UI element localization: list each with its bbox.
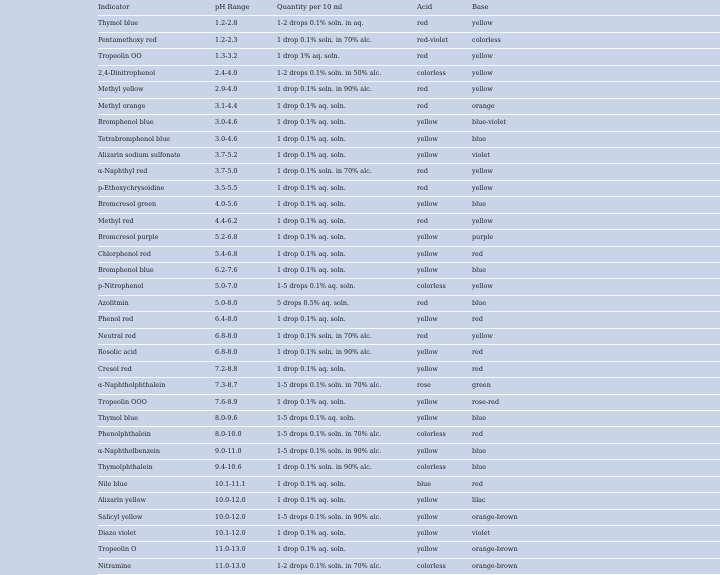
- cell-base: yellow: [472, 180, 720, 196]
- cell-ph-range: 9.4-10.6: [215, 460, 277, 476]
- cell-base: blue: [472, 460, 720, 476]
- cell-acid: yellow: [417, 131, 472, 147]
- cell-indicator: Methyl orange: [98, 98, 215, 114]
- cell-ph-range: 9.0-11.0: [215, 443, 277, 459]
- cell-quantity: 1-5 drops 0.1% soln. in 70% alc.: [277, 427, 417, 443]
- cell-base: yellow: [472, 65, 720, 81]
- cell-ph-range: 3.0-4.6: [215, 115, 277, 131]
- cell-base: red: [472, 427, 720, 443]
- cell-indicator: Nitramine: [98, 558, 215, 574]
- cell-indicator: Thymol blue: [98, 410, 215, 426]
- cell-quantity: 1 drop 0.1% soln. in 70% alc.: [277, 328, 417, 344]
- cell-acid: yellow: [417, 263, 472, 279]
- cell-base: yellow: [472, 16, 720, 32]
- cell-ph-range: 3.0-4.6: [215, 131, 277, 147]
- cell-ph-range: 1.2-2.3: [215, 32, 277, 48]
- cell-quantity: 1 drop 0.1% aq. soln.: [277, 180, 417, 196]
- cell-acid: red: [417, 328, 472, 344]
- cell-quantity: 1 drop 0.1% soln. in 70% alc.: [277, 164, 417, 180]
- cell-acid: red: [417, 180, 472, 196]
- header-base: Base: [472, 0, 720, 16]
- cell-acid: yellow: [417, 394, 472, 410]
- cell-quantity: 1 drop 0.1% aq. soln.: [277, 476, 417, 492]
- cell-quantity: 1 drop 0.1% aq. soln.: [277, 147, 417, 163]
- cell-base: yellow: [472, 279, 720, 295]
- cell-indicator: Methyl yellow: [98, 82, 215, 98]
- cell-ph-range: 5.0-8.0: [215, 295, 277, 311]
- table-row: [98, 558, 720, 574]
- cell-indicator: Alizarin sodium sulfonate: [98, 147, 215, 163]
- cell-base: red: [472, 476, 720, 492]
- left-margin: [0, 0, 98, 540]
- cell-indicator: Tropeolin OOO: [98, 394, 215, 410]
- cell-acid: blue: [417, 476, 472, 492]
- cell-acid: yellow: [417, 526, 472, 542]
- cell-ph-range: 6.8-8.0: [215, 345, 277, 361]
- table-row: [98, 180, 720, 196]
- cell-base: violet: [472, 526, 720, 542]
- cell-quantity: 1 drop 0.1% soln. in 70% alc.: [277, 32, 417, 48]
- cell-acid: red-violet: [417, 32, 472, 48]
- header-indicator: Indicator: [98, 0, 215, 16]
- cell-indicator: Chlorphenol red: [98, 246, 215, 262]
- cell-acid: rose: [417, 378, 472, 394]
- cell-quantity: 1 drop 0.1% aq. soln.: [277, 213, 417, 229]
- cell-acid: red: [417, 295, 472, 311]
- cell-quantity: 1-5 drops 0.1% soln. in 90% alc.: [277, 509, 417, 525]
- cell-ph-range: 5.2-6.8: [215, 230, 277, 246]
- cell-base: yellow: [472, 328, 720, 344]
- cell-acid: yellow: [417, 115, 472, 131]
- cell-base: blue: [472, 263, 720, 279]
- table-row: [98, 263, 720, 279]
- cell-acid: yellow: [417, 246, 472, 262]
- table-row: [98, 32, 720, 48]
- cell-base: blue-violet: [472, 115, 720, 131]
- cell-ph-range: 2.9-4.0: [215, 82, 277, 98]
- cell-indicator: α-Naphthyl red: [98, 164, 215, 180]
- cell-ph-range: 10.1-11.1: [215, 476, 277, 492]
- cell-quantity: 1 drop 0.1% aq. soln.: [277, 263, 417, 279]
- cell-acid: yellow: [417, 197, 472, 213]
- cell-ph-range: 3.1-4.4: [215, 98, 277, 114]
- cell-indicator: Bromcresol green: [98, 197, 215, 213]
- cell-ph-range: 5.0-7.0: [215, 279, 277, 295]
- cell-indicator: Pentamethoxy red: [98, 32, 215, 48]
- cell-base: blue: [472, 410, 720, 426]
- table-row: [98, 49, 720, 65]
- cell-base: red: [472, 312, 720, 328]
- table-row: [98, 164, 720, 180]
- cell-quantity: 1 drop 0.1% aq. soln.: [277, 98, 417, 114]
- cell-ph-range: 6.2-7.6: [215, 263, 277, 279]
- table-row: [98, 147, 720, 163]
- cell-acid: red: [417, 49, 472, 65]
- cell-indicator: Neutral red: [98, 328, 215, 344]
- table-row: [98, 394, 720, 410]
- cell-base: red: [472, 246, 720, 262]
- cell-base: orange-brown: [472, 509, 720, 525]
- cell-ph-range: 1.3-3.2: [215, 49, 277, 65]
- table-row: [98, 526, 720, 542]
- cell-indicator: Tetrabromphenol blue: [98, 131, 215, 147]
- table-row: [98, 115, 720, 131]
- cell-quantity: 1-5 drops 0.1% aq. soln.: [277, 410, 417, 426]
- cell-indicator: α-Naphtholbenzein: [98, 443, 215, 459]
- cell-indicator: Tropeolin OO: [98, 49, 215, 65]
- cell-base: yellow: [472, 82, 720, 98]
- cell-base: orange: [472, 98, 720, 114]
- cell-acid: red: [417, 82, 472, 98]
- cell-indicator: Bromphenol blue: [98, 115, 215, 131]
- cell-ph-range: 7.3-8.7: [215, 378, 277, 394]
- cell-ph-range: 6.4-8.0: [215, 312, 277, 328]
- cell-base: green: [472, 378, 720, 394]
- cell-ph-range: 10.0-12.0: [215, 493, 277, 509]
- cell-base: red: [472, 345, 720, 361]
- cell-ph-range: 1.2-2.8: [215, 16, 277, 32]
- indicator-table-body: [98, 0, 720, 575]
- cell-acid: red: [417, 16, 472, 32]
- table-row: [98, 131, 720, 147]
- cell-acid: yellow: [417, 443, 472, 459]
- cell-acid: colorless: [417, 460, 472, 476]
- table-row: [98, 82, 720, 98]
- cell-indicator: Nile blue: [98, 476, 215, 492]
- cell-base: blue: [472, 443, 720, 459]
- cell-acid: yellow: [417, 410, 472, 426]
- cell-acid: yellow: [417, 345, 472, 361]
- cell-acid: colorless: [417, 558, 472, 574]
- cell-quantity: 1 drop 0.1% aq. soln.: [277, 361, 417, 377]
- cell-quantity: 1 drop 1% aq. soln.: [277, 49, 417, 65]
- cell-quantity: 1-2 drops 0.1% soln. in 50% alc.: [277, 65, 417, 81]
- cell-indicator: Cresol red: [98, 361, 215, 377]
- cell-acid: red: [417, 213, 472, 229]
- cell-acid: yellow: [417, 509, 472, 525]
- cell-acid: yellow: [417, 312, 472, 328]
- cell-acid: colorless: [417, 427, 472, 443]
- cell-indicator: Tropeolin O: [98, 542, 215, 558]
- table-row: [98, 197, 720, 213]
- cell-ph-range: 10.0-12.0: [215, 509, 277, 525]
- table-row: [98, 427, 720, 443]
- cell-acid: red: [417, 98, 472, 114]
- cell-quantity: 1-5 drops 0.1% soln. in 90% alc.: [277, 443, 417, 459]
- cell-ph-range: 11.0-13.0: [215, 542, 277, 558]
- table-row: [98, 312, 720, 328]
- table-row: [98, 65, 720, 81]
- cell-indicator: Thymolphthalein: [98, 460, 215, 476]
- cell-acid: yellow: [417, 230, 472, 246]
- cell-quantity: 1 drop 0.1% aq. soln.: [277, 115, 417, 131]
- cell-base: orange-brown: [472, 542, 720, 558]
- cell-quantity: 1 drop 0.1% aq. soln.: [277, 131, 417, 147]
- cell-indicator: Bromphenol blue: [98, 263, 215, 279]
- cell-indicator: Alizarin yellow: [98, 493, 215, 509]
- cell-indicator: Diazo violet: [98, 526, 215, 542]
- cell-acid: red: [417, 164, 472, 180]
- cell-quantity: 1-5 drops 0.1% soln. in 70% alc.: [277, 378, 417, 394]
- cell-base: blue: [472, 131, 720, 147]
- cell-ph-range: 8.0-9.6: [215, 410, 277, 426]
- table-row: [98, 542, 720, 558]
- cell-indicator: Thymol blue: [98, 16, 215, 32]
- cell-quantity: 1 drop 0.1% aq. soln.: [277, 394, 417, 410]
- cell-base: violet: [472, 147, 720, 163]
- cell-indicator: 2,4-Dinitrophenol: [98, 65, 215, 81]
- cell-base: purple: [472, 230, 720, 246]
- cell-indicator: Bromcresol purple: [98, 230, 215, 246]
- table-row: [98, 328, 720, 344]
- cell-base: red: [472, 361, 720, 377]
- cell-indicator: Phenol red: [98, 312, 215, 328]
- cell-quantity: 1 drop 0.1% aq. soln.: [277, 197, 417, 213]
- cell-indicator: α-Naphtholphthalein: [98, 378, 215, 394]
- table-row: [98, 246, 720, 262]
- table-row: [98, 295, 720, 311]
- cell-ph-range: 3.5-5.5: [215, 180, 277, 196]
- table-row: [98, 213, 720, 229]
- table-row: [98, 98, 720, 114]
- cell-base: yellow: [472, 213, 720, 229]
- cell-indicator: Azolitmin: [98, 295, 215, 311]
- cell-ph-range: 3.7-5.2: [215, 147, 277, 163]
- cell-ph-range: 11.0-13.0: [215, 558, 277, 574]
- table-row: [98, 493, 720, 509]
- cell-quantity: 5 drops 0.5% aq. soln.: [277, 295, 417, 311]
- table-row: [98, 361, 720, 377]
- cell-quantity: 1-2 drops 0.1% soln. in 70% alc.: [277, 558, 417, 574]
- cell-ph-range: 7.2-8.8: [215, 361, 277, 377]
- indicator-table: [98, 0, 720, 575]
- cell-base: yellow: [472, 164, 720, 180]
- table-row: [98, 410, 720, 426]
- cell-acid: yellow: [417, 542, 472, 558]
- table-row: [98, 509, 720, 525]
- cell-quantity: 1 drop 0.1% aq. soln.: [277, 230, 417, 246]
- cell-base: blue: [472, 197, 720, 213]
- cell-ph-range: 4.4-6.2: [215, 213, 277, 229]
- cell-quantity: 1-5 drops 0.1% aq. soln.: [277, 279, 417, 295]
- cell-quantity: 1 drop 0.1% aq. soln.: [277, 526, 417, 542]
- cell-quantity: 1-2 drops 0.1% soln. in aq.: [277, 16, 417, 32]
- table-row: [98, 476, 720, 492]
- cell-quantity: 1 drop 0.1% soln. in 90% alc.: [277, 460, 417, 476]
- cell-acid: yellow: [417, 361, 472, 377]
- header-acid: Acid: [417, 0, 472, 16]
- cell-indicator: p-Nitrophenol: [98, 279, 215, 295]
- cell-ph-range: 6.8-8.0: [215, 328, 277, 344]
- table-row: [98, 345, 720, 361]
- cell-ph-range: 8.0-10.0: [215, 427, 277, 443]
- cell-base: lilac: [472, 493, 720, 509]
- cell-base: blue: [472, 295, 720, 311]
- header-ph-range: pH Range: [215, 0, 277, 16]
- cell-acid: yellow: [417, 493, 472, 509]
- cell-ph-range: 7.6-8.9: [215, 394, 277, 410]
- cell-ph-range: 10.1-12.0: [215, 526, 277, 542]
- cell-indicator: Salicyl yellow: [98, 509, 215, 525]
- cell-quantity: 1 drop 0.1% aq. soln.: [277, 542, 417, 558]
- cell-ph-range: 2.4-4.0: [215, 65, 277, 81]
- cell-indicator: Phenolphthalein: [98, 427, 215, 443]
- table-row: [98, 378, 720, 394]
- header-row: [98, 0, 720, 16]
- cell-acid: colorless: [417, 65, 472, 81]
- header-quantity: Quantity per 10 ml: [277, 0, 417, 16]
- cell-quantity: 1 drop 0.1% aq. soln.: [277, 493, 417, 509]
- cell-base: yellow: [472, 49, 720, 65]
- cell-indicator: Methyl red: [98, 213, 215, 229]
- table-row: [98, 443, 720, 459]
- table-row: [98, 279, 720, 295]
- cell-ph-range: 5.4-6.8: [215, 246, 277, 262]
- cell-base: rose-red: [472, 394, 720, 410]
- cell-indicator: Rosolic acid: [98, 345, 215, 361]
- cell-acid: colorless: [417, 279, 472, 295]
- cell-quantity: 1 drop 0.1% soln. in 90% alc.: [277, 345, 417, 361]
- cell-quantity: 1 drop 0.1% aq. soln.: [277, 246, 417, 262]
- cell-base: orange-brown: [472, 558, 720, 574]
- cell-ph-range: 3.7-5.0: [215, 164, 277, 180]
- cell-ph-range: 4.0-5.6: [215, 197, 277, 213]
- cell-acid: yellow: [417, 147, 472, 163]
- cell-indicator: p-Ethoxychrysoidine: [98, 180, 215, 196]
- table-row: [98, 230, 720, 246]
- cell-quantity: 1 drop 0.1% soln. in 90% alc.: [277, 82, 417, 98]
- table-row: [98, 460, 720, 476]
- cell-base: colorless: [472, 32, 720, 48]
- cell-quantity: 1 drop 0.1% aq. soln.: [277, 312, 417, 328]
- table-row: [98, 16, 720, 32]
